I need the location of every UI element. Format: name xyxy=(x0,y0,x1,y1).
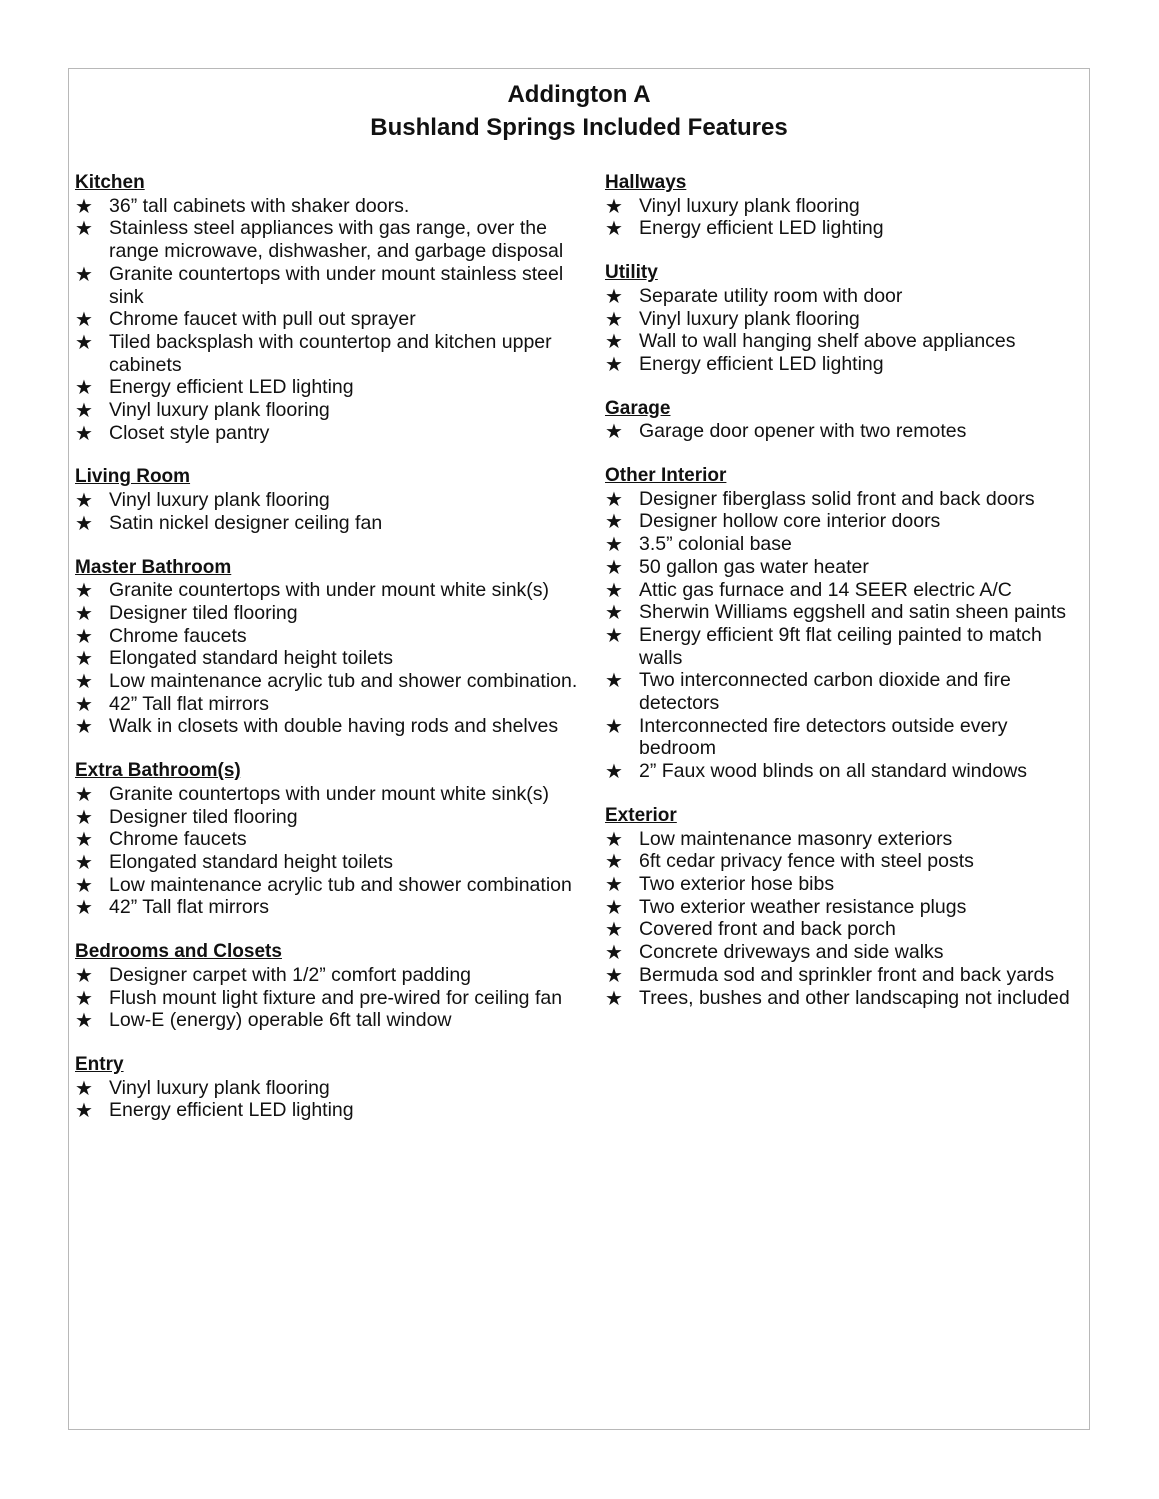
star-icon: ★ xyxy=(75,987,93,1010)
feature-item xyxy=(75,625,580,648)
feature-item xyxy=(605,488,1085,511)
feature-item xyxy=(605,896,1085,919)
star-icon: ★ xyxy=(605,195,623,218)
feature-item xyxy=(605,556,1085,579)
feature-list xyxy=(605,488,1085,783)
feature-text: Granite countertops with under mount white sink(s) xyxy=(109,579,550,602)
feature-text: Concrete driveways and side walks xyxy=(639,941,944,964)
section-heading: Master Bathroom xyxy=(75,556,232,578)
star-icon: ★ xyxy=(605,624,623,647)
section-utility xyxy=(605,262,1085,376)
star-icon: ★ xyxy=(605,511,623,534)
feature-item xyxy=(75,987,580,1010)
feature-text: Low maintenance masonry exteriors xyxy=(639,827,953,850)
star-icon: ★ xyxy=(605,942,623,965)
feature-text: Flush mount light fixture and pre-wired for ceiling fan xyxy=(109,986,563,1009)
section-heading: Other Interior xyxy=(605,465,727,487)
feature-text: Vinyl luxury plank flooring xyxy=(639,307,860,330)
feature-item xyxy=(605,420,1085,443)
feature-item xyxy=(605,308,1085,331)
star-icon: ★ xyxy=(75,964,93,987)
feature-text: Low-E (energy) operable 6ft tall window xyxy=(109,1009,452,1032)
feature-item xyxy=(605,624,1085,669)
feature-text: Chrome faucet with pull out sprayer xyxy=(109,308,416,331)
feature-item xyxy=(605,850,1085,873)
feature-text: Designer carpet with 1/2” comfort padding xyxy=(109,963,472,986)
feature-list xyxy=(75,195,580,445)
star-icon: ★ xyxy=(75,602,93,625)
feature-text: Energy efficient LED lighting xyxy=(109,1099,354,1122)
feature-text: Covered front and back porch xyxy=(639,918,896,941)
feature-item xyxy=(75,376,580,399)
feature-item xyxy=(75,851,580,874)
feature-item xyxy=(75,693,580,716)
feature-list xyxy=(605,195,1085,240)
feature-item xyxy=(75,579,580,602)
feature-item xyxy=(75,964,580,987)
feature-list xyxy=(75,489,580,534)
section-master-bathroom xyxy=(75,557,580,739)
section-heading: Kitchen xyxy=(75,172,145,193)
section-heading: Hallways xyxy=(605,172,687,193)
feature-item xyxy=(605,828,1085,851)
feature-text: Interconnected fire detectors outside every bedroom xyxy=(639,714,1008,760)
star-icon: ★ xyxy=(605,218,623,241)
star-icon: ★ xyxy=(75,716,93,739)
star-icon: ★ xyxy=(605,761,623,784)
feature-item xyxy=(75,195,580,218)
feature-text: Sherwin Williams eggshell and satin sheen paints xyxy=(639,601,1067,624)
feature-item xyxy=(605,964,1085,987)
feature-text: Designer fiberglass solid front and back doors xyxy=(639,487,1035,510)
feature-item xyxy=(75,1077,580,1100)
feature-item xyxy=(605,330,1085,353)
star-icon: ★ xyxy=(75,580,93,603)
star-icon: ★ xyxy=(605,331,623,354)
feature-text: Bermuda sod and sprinkler front and back yards xyxy=(639,963,1055,986)
star-icon: ★ xyxy=(605,670,623,693)
star-icon: ★ xyxy=(605,828,623,851)
feature-item xyxy=(75,308,580,331)
section-exterior xyxy=(605,805,1085,1009)
feature-text: Elongated standard height toilets xyxy=(109,647,394,670)
feature-item xyxy=(75,1099,580,1122)
feature-text: Energy efficient LED lighting xyxy=(639,352,884,375)
star-icon: ★ xyxy=(605,715,623,738)
feature-text: Vinyl luxury plank flooring xyxy=(109,1076,330,1099)
feature-item xyxy=(75,715,580,738)
star-icon: ★ xyxy=(75,648,93,671)
feature-item xyxy=(605,669,1085,714)
feature-text: Low maintenance acrylic tub and shower combination. xyxy=(109,670,578,693)
feature-item xyxy=(605,760,1085,783)
document-subtitle: Bushland Springs Included Features xyxy=(370,114,788,141)
feature-text: Elongated standard height toilets xyxy=(109,850,394,873)
feature-text: 42” Tall flat mirrors xyxy=(109,896,270,919)
star-icon: ★ xyxy=(75,309,93,332)
star-icon: ★ xyxy=(75,1010,93,1033)
section-entry xyxy=(75,1054,580,1122)
feature-item xyxy=(605,715,1085,760)
feature-text: Vinyl luxury plank flooring xyxy=(109,489,330,512)
feature-text: Designer tiled flooring xyxy=(109,601,298,624)
feature-text: Trees, bushes and other landscaping not included xyxy=(639,986,1070,1009)
feature-item xyxy=(75,602,580,625)
star-icon: ★ xyxy=(605,285,623,308)
feature-item xyxy=(605,873,1085,896)
star-icon: ★ xyxy=(75,377,93,400)
feature-item xyxy=(605,533,1085,556)
section-garage xyxy=(605,398,1085,443)
star-icon: ★ xyxy=(605,987,623,1010)
feature-text: Two exterior weather resistance plugs xyxy=(639,895,967,918)
star-icon: ★ xyxy=(75,331,93,354)
star-icon: ★ xyxy=(75,625,93,648)
feature-text: 36” tall cabinets with shaker doors. xyxy=(109,194,410,217)
feature-text: Granite countertops with under mount white sink(s) xyxy=(109,782,550,805)
star-icon: ★ xyxy=(75,218,93,241)
star-icon: ★ xyxy=(75,874,93,897)
feature-item xyxy=(75,896,580,919)
feature-text: Wall to wall hanging shelf above appliances xyxy=(639,330,1016,353)
feature-text: Attic gas furnace and 14 SEER electric A/C xyxy=(639,578,1012,601)
feature-text: Designer hollow core interior doors xyxy=(639,510,941,533)
section-hallways xyxy=(605,172,1085,240)
star-icon: ★ xyxy=(605,353,623,376)
star-icon: ★ xyxy=(75,806,93,829)
star-icon: ★ xyxy=(605,421,623,444)
star-icon: ★ xyxy=(75,671,93,694)
feature-list xyxy=(605,828,1085,1010)
star-icon: ★ xyxy=(605,308,623,331)
feature-text: Designer tiled flooring xyxy=(109,805,298,828)
feature-text: Separate utility room with door xyxy=(639,284,903,307)
star-icon: ★ xyxy=(75,897,93,920)
feature-list xyxy=(605,285,1085,376)
star-icon: ★ xyxy=(605,851,623,874)
feature-text: Granite countertops with under mount stainless steel sink xyxy=(109,262,564,308)
star-icon: ★ xyxy=(75,851,93,874)
feature-text: Garage door opener with two remotes xyxy=(639,420,967,443)
feature-item xyxy=(75,217,580,262)
star-icon: ★ xyxy=(605,602,623,625)
feature-text: Chrome faucets xyxy=(109,624,247,647)
feature-text: Chrome faucets xyxy=(109,828,247,851)
section-kitchen xyxy=(75,172,580,444)
feature-list xyxy=(75,964,580,1032)
feature-text: Closet style pantry xyxy=(109,421,270,444)
star-icon: ★ xyxy=(75,829,93,852)
feature-text: Vinyl luxury plank flooring xyxy=(109,399,330,422)
star-icon: ★ xyxy=(75,195,93,218)
section-heading: Exterior xyxy=(605,804,677,826)
feature-text: 2” Faux wood blinds on all standard windows xyxy=(639,760,1028,783)
star-icon: ★ xyxy=(605,579,623,602)
feature-text: Energy efficient 9ft flat ceiling painted to match walls xyxy=(639,623,1042,669)
star-icon: ★ xyxy=(605,873,623,896)
feature-item xyxy=(75,489,580,512)
feature-item xyxy=(605,579,1085,602)
feature-item xyxy=(605,195,1085,218)
feature-item xyxy=(605,285,1085,308)
feature-item xyxy=(75,670,580,693)
section-extra-bathroom-s xyxy=(75,760,580,919)
feature-text: Satin nickel designer ceiling fan xyxy=(109,511,383,534)
star-icon: ★ xyxy=(605,964,623,987)
section-heading: Entry xyxy=(75,1053,124,1075)
star-icon: ★ xyxy=(75,1100,93,1123)
star-icon: ★ xyxy=(605,534,623,557)
feature-item xyxy=(75,331,580,376)
feature-text: Energy efficient LED lighting xyxy=(109,376,354,399)
feature-text: 3.5” colonial base xyxy=(639,533,792,556)
feature-item xyxy=(605,601,1085,624)
star-icon: ★ xyxy=(605,919,623,942)
feature-text: Walk in closets with double having rods and shelves xyxy=(109,715,559,738)
feature-text: 42” Tall flat mirrors xyxy=(109,692,270,715)
feature-item xyxy=(75,783,580,806)
feature-item xyxy=(75,828,580,851)
star-icon: ★ xyxy=(75,490,93,513)
section-heading: Garage xyxy=(605,397,671,419)
feature-item xyxy=(605,941,1085,964)
right-column xyxy=(605,172,1085,1031)
feature-list xyxy=(75,1077,580,1122)
star-icon: ★ xyxy=(75,263,93,286)
feature-text: Two exterior hose bibs xyxy=(639,872,835,895)
feature-item xyxy=(605,510,1085,533)
section-heading: Bedrooms and Closets xyxy=(75,941,282,963)
feature-text: 6ft cedar privacy fence with steel posts xyxy=(639,850,974,873)
feature-list xyxy=(605,420,1085,443)
feature-list xyxy=(75,783,580,919)
star-icon: ★ xyxy=(605,488,623,511)
feature-item xyxy=(75,806,580,829)
star-icon: ★ xyxy=(75,783,93,806)
section-other-interior xyxy=(605,465,1085,783)
feature-item xyxy=(75,874,580,897)
star-icon: ★ xyxy=(75,400,93,423)
section-living-room xyxy=(75,466,580,534)
star-icon: ★ xyxy=(75,1077,93,1100)
feature-text: Low maintenance acrylic tub and shower combination xyxy=(109,873,572,896)
feature-text: Vinyl luxury plank flooring xyxy=(639,194,860,217)
feature-item xyxy=(605,217,1085,240)
feature-item xyxy=(75,512,580,535)
document-header xyxy=(68,78,1090,144)
feature-item xyxy=(605,918,1085,941)
feature-text: Two interconnected carbon dioxide and fire detectors xyxy=(639,669,1011,715)
feature-item xyxy=(605,353,1085,376)
feature-item xyxy=(75,422,580,445)
left-column xyxy=(75,172,580,1144)
section-heading: Extra Bathroom(s) xyxy=(75,760,241,782)
star-icon: ★ xyxy=(75,512,93,535)
feature-text: Energy efficient LED lighting xyxy=(639,217,884,240)
star-icon: ★ xyxy=(75,693,93,716)
feature-text: 50 gallon gas water heater xyxy=(639,555,869,578)
star-icon: ★ xyxy=(605,896,623,919)
feature-item xyxy=(75,1009,580,1032)
star-icon: ★ xyxy=(75,422,93,445)
feature-item xyxy=(75,263,580,308)
feature-item xyxy=(605,987,1085,1010)
document-title: Addington A xyxy=(507,81,651,108)
feature-text: Stainless steel appliances with gas range, over the range microwave, dishwasher, and garbage disposal xyxy=(109,217,564,263)
feature-text: Tiled backsplash with countertop and kitchen upper cabinets xyxy=(109,330,552,376)
section-heading: Living Room xyxy=(75,466,191,488)
feature-item xyxy=(75,399,580,422)
section-heading: Utility xyxy=(605,262,658,284)
feature-item xyxy=(75,647,580,670)
star-icon: ★ xyxy=(605,556,623,579)
section-bedrooms-and-closets xyxy=(75,941,580,1032)
feature-list xyxy=(75,579,580,738)
